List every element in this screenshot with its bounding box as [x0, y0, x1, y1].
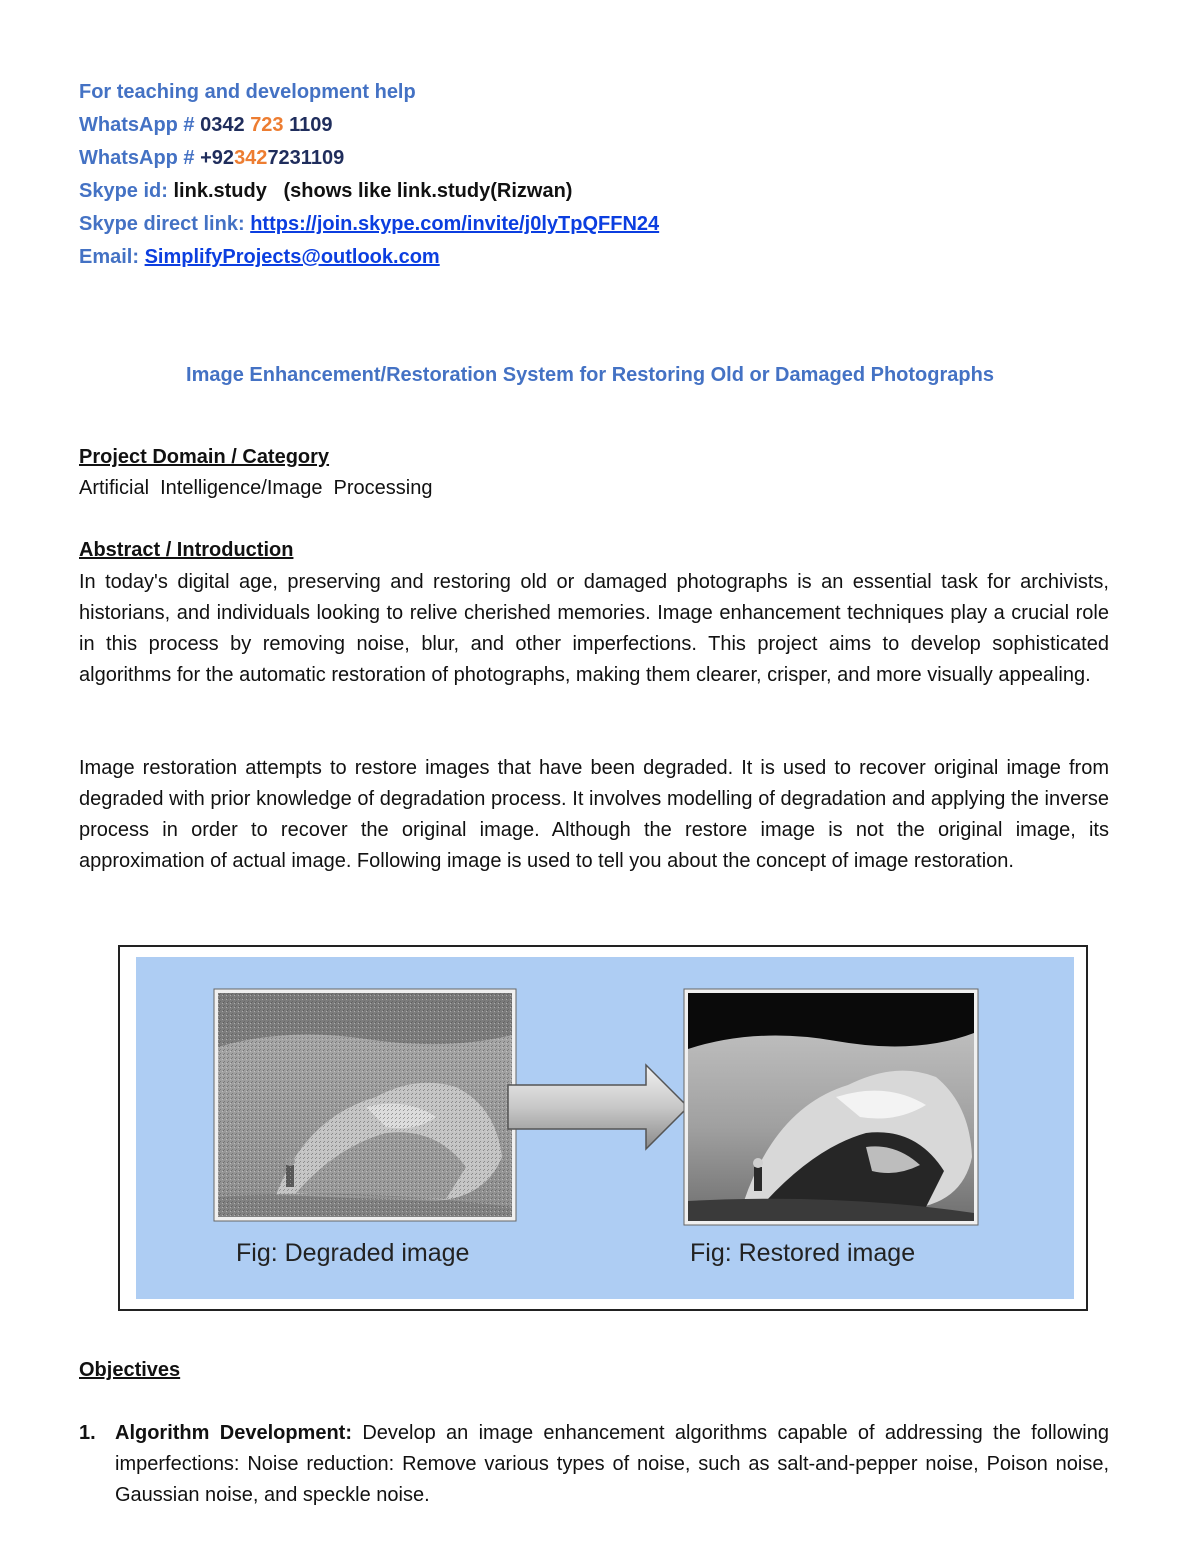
abstract-heading: Abstract / Introduction — [79, 539, 294, 561]
skype-id-label: Skype id: — [79, 180, 168, 202]
whatsapp2-part-c: 7231109 — [267, 147, 345, 169]
skype-id-line — [79, 175, 659, 208]
caption-restored: Fig: Restored image — [690, 1239, 916, 1267]
objective-body — [115, 1418, 1109, 1511]
abstract-paragraph-2: Image restoration attempts to restore images that have been degraded. It is used to recover original image from degraded with prior knowledge of degradation process. It involves modelling of degradation and applying the inverse process in order to recover the original image. Although the restore image is not the original image, its approximation of actual image. Following image is used to tell you about the concept of image restoration. — [79, 757, 1109, 872]
domain-value: Artificial Intelligence/Image Processing — [79, 477, 433, 499]
whatsapp1-part-a: 0342 — [200, 114, 245, 136]
email-line — [79, 241, 659, 274]
document-title: Image Enhancement/Restoration System for Restoring Old or Damaged Photographs — [186, 364, 994, 386]
email-link[interactable]: SimplifyProjects@outlook.com — [144, 246, 440, 268]
skype-link-label: Skype direct link: — [79, 213, 245, 235]
whatsapp2-part-b: 342 — [234, 147, 268, 169]
contact-block — [79, 76, 659, 274]
arrow-icon — [508, 1065, 688, 1149]
skype-link-line — [79, 208, 659, 241]
domain-heading: Project Domain / Category — [79, 446, 330, 468]
caption-degraded: Fig: Degraded image — [236, 1239, 470, 1267]
objective-text: Develop an image enhancement algorithms capable of addressing the following imperfections: Noise reduction: Remove various types of noise, such as salt-and-pepper noise, Poison noise, Gaussian noise, and speckle noise. — [115, 1422, 1109, 1506]
objective-title: Algorithm Development: — [115, 1422, 353, 1444]
restored-photo — [684, 989, 978, 1225]
whatsapp-line-1 — [79, 109, 659, 142]
whatsapp-label: WhatsApp # — [79, 114, 195, 136]
skype-id-value: link.study (shows like link.study(Rizwan) — [173, 180, 573, 202]
email-label: Email: — [79, 246, 140, 268]
restoration-figure — [118, 945, 1088, 1311]
contact-intro: For teaching and development help — [79, 81, 416, 103]
whatsapp-line-2 — [79, 142, 659, 175]
whatsapp-label-2: WhatsApp # — [79, 147, 195, 169]
whatsapp1-part-b: 723 — [250, 114, 284, 136]
objectives-heading: Objectives — [79, 1359, 181, 1381]
objective-number: 1. — [79, 1422, 96, 1444]
skype-link[interactable]: https://join.skype.com/invite/j0lyTpQFFN24 — [250, 213, 660, 235]
figure-background — [136, 957, 1074, 1299]
whatsapp1-part-c: 1109 — [289, 114, 333, 136]
objective-item-1 — [79, 1418, 1109, 1511]
whatsapp2-part-a: +92 — [200, 147, 235, 169]
degraded-photo — [214, 989, 516, 1221]
abstract-paragraph-1: In today's digital age, preserving and restoring old or damaged photographs is an essential task for archivists, historians, and individuals looking to relive cherished memories. Image enhancement techniques play a crucial role in this process by removing noise, blur, and other imperfections. This project aims to develop sophisticated algorithms for the automatic restoration of photographs, making them clearer, crisper, and more visually appealing. — [79, 571, 1109, 686]
